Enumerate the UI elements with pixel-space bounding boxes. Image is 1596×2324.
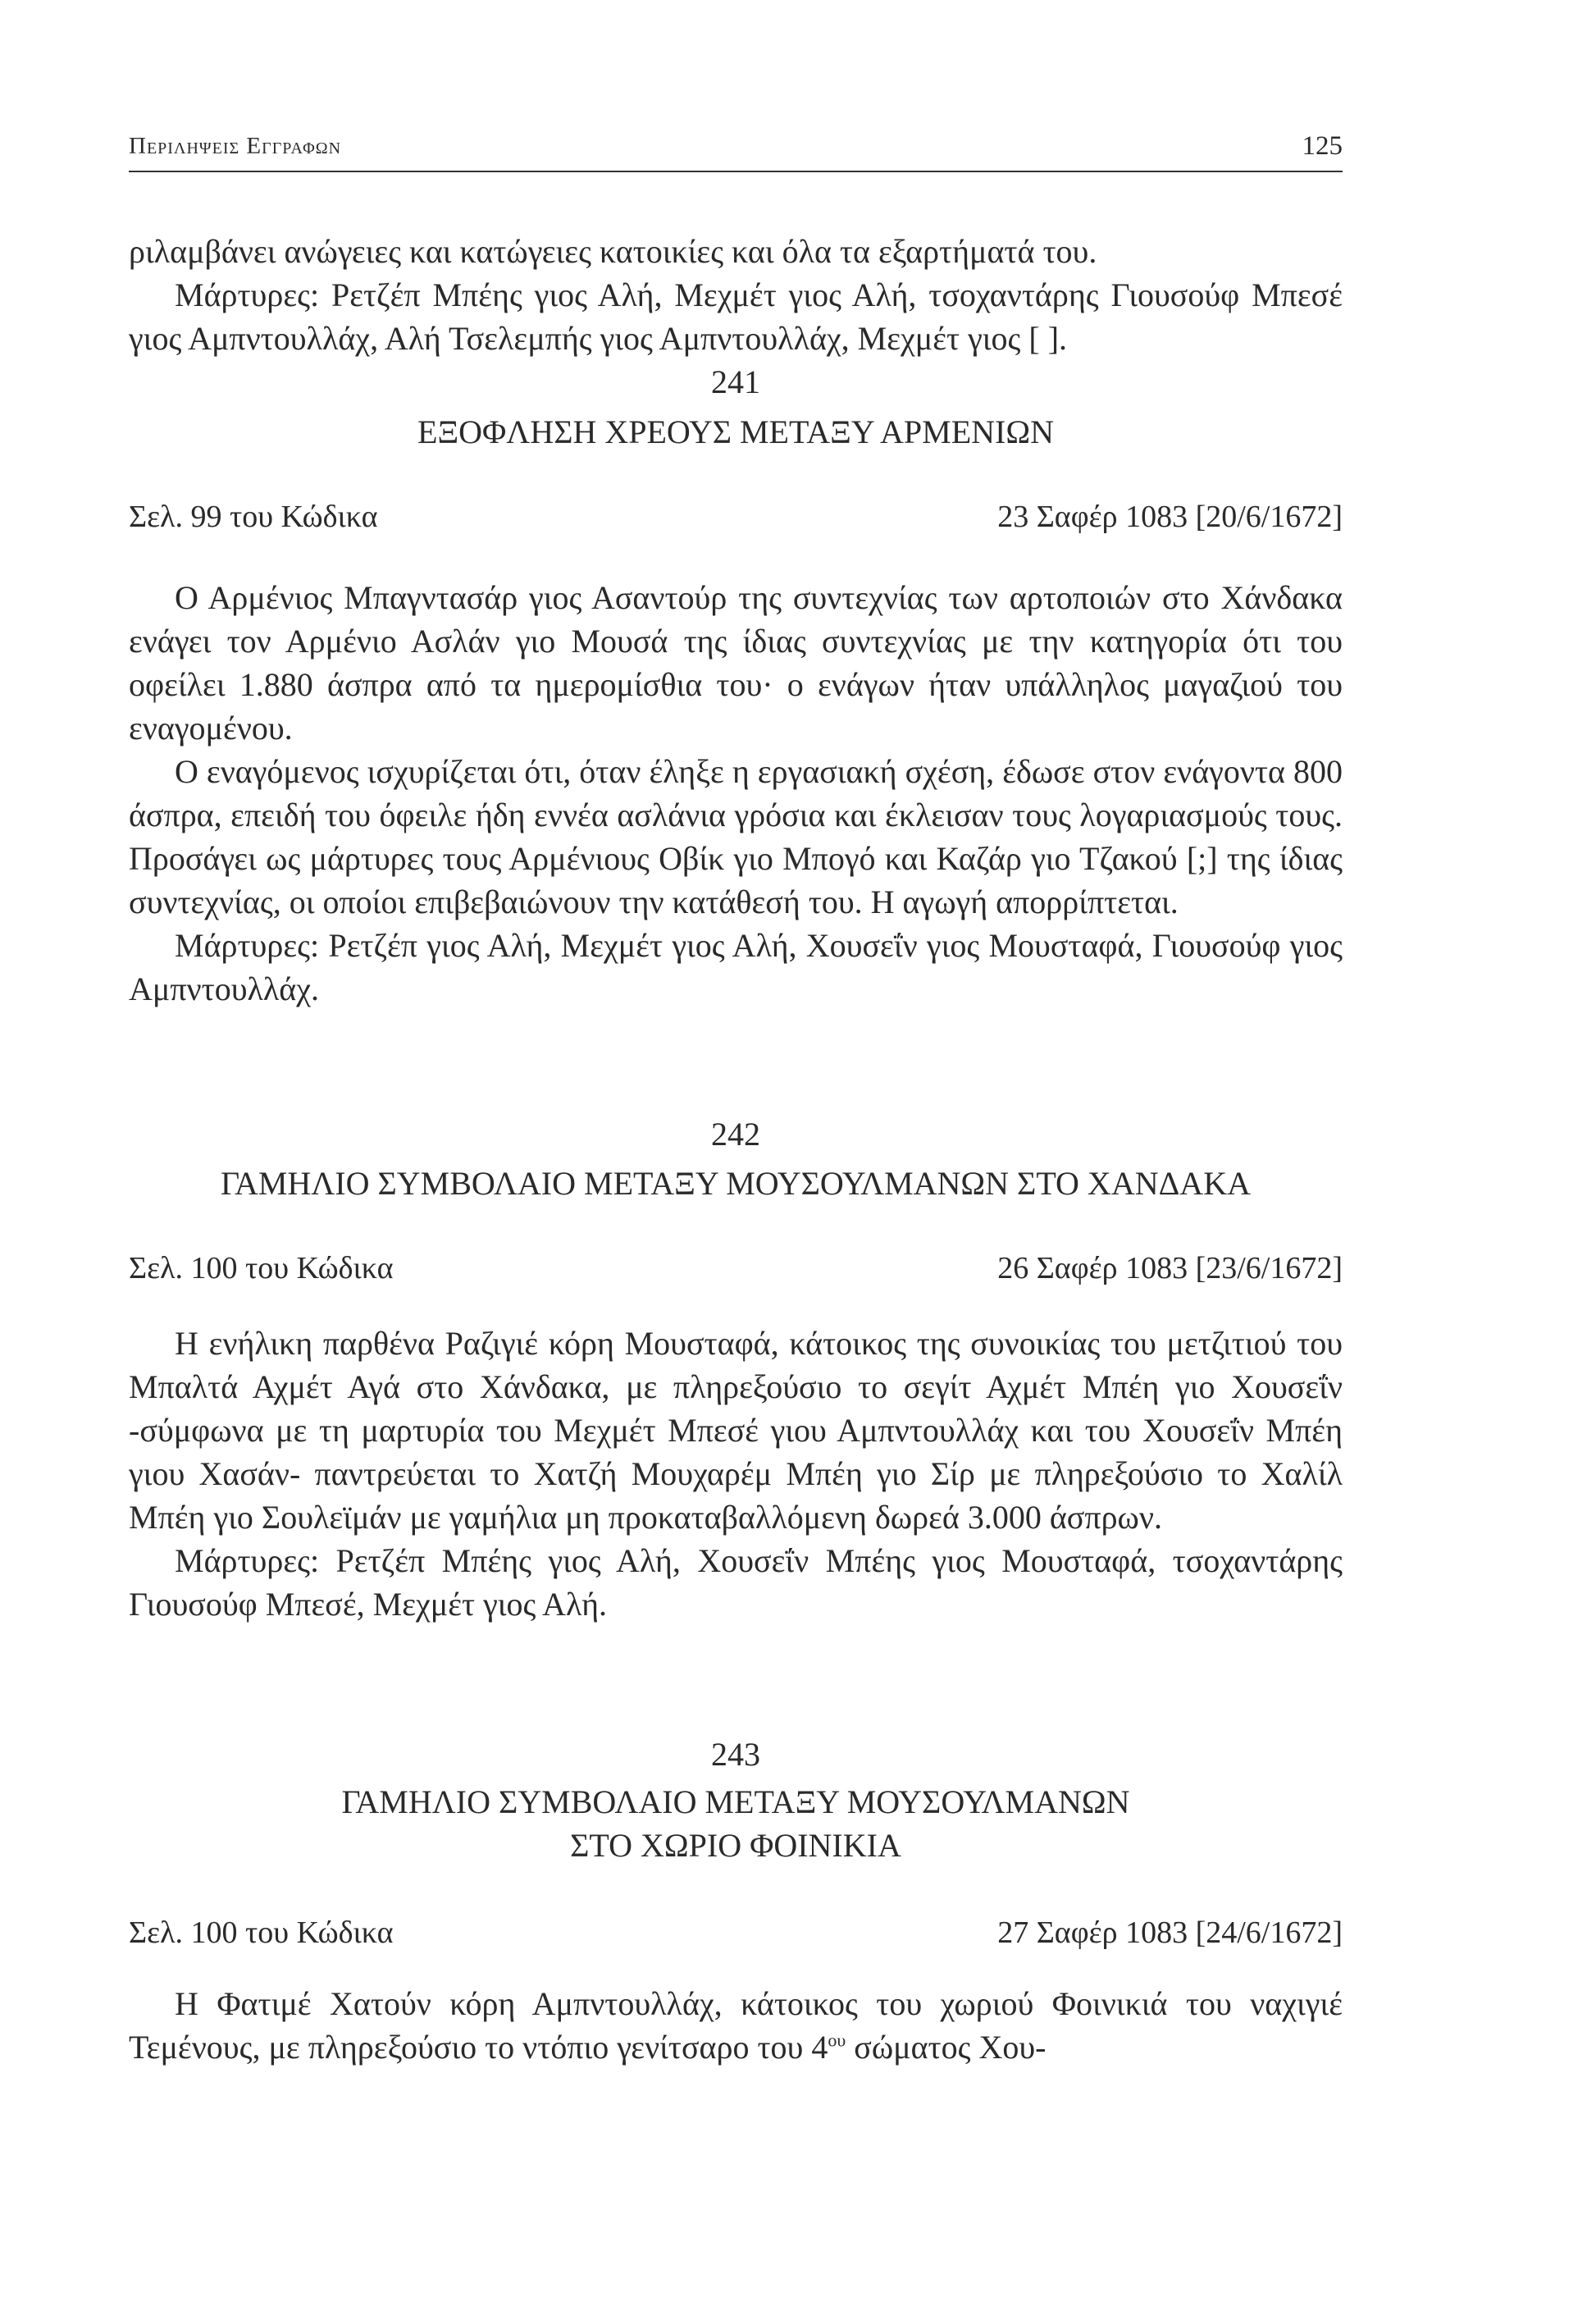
page-number: 125 bbox=[1302, 131, 1343, 161]
continuation-line: ριλαμβάνει ανώγειες και κατώγειες κατοικίες και όλα τα εξαρτήματά του. bbox=[129, 233, 1097, 270]
entry-243-title-line1: ΓΑΜΗΛΙΟ ΣΥΜΒΟΛΑΙΟ ΜΕΤΑΞΥ ΜΟΥΣΟΥΛΜΑΝΩΝ bbox=[341, 1783, 1130, 1820]
entry-243-source: Σελ. 100 του Κώδικα bbox=[129, 1915, 394, 1950]
entry-242-body bbox=[129, 1322, 1343, 1626]
entry-243-paragraph-end: σώματος Χου- bbox=[846, 2029, 1047, 2066]
page-header bbox=[129, 123, 1343, 172]
ordinal-suffix: ου bbox=[828, 2030, 846, 2051]
entry-242-number: 242 bbox=[711, 1116, 760, 1153]
entry-242-witnesses: Μάρτυρες: Ρετζέπ Μπέης γιος Αλή, Χουσεΐν Μπέης γιος Μουσταφά, τσοχαντάρης Γιουσούφ Μπεσέ, Μεχμέτ γιος Αλή. bbox=[129, 1542, 1343, 1623]
entry-243-meta bbox=[129, 1911, 1343, 1955]
entry-242-paragraph: Η ενήλικη παρθένα Ραζιγιέ κόρη Μουσταφά, κάτοικος της συνοικίας του μετζιτιού του Μπαλτά Αχμέτ Αγά στο Χάνδακα, με πληρεξούσιο το σεγίτ Αχμέτ Μπέη γιο Χουσεΐν -σύμφωνα με τη μαρτυρία του Μεχμέτ Μπεσέ γιου Αμπντουλλάχ και του Χουσεΐν Μπέη γιου Χασάν- παντρεύεται το Χατζή Μουχαρέμ Μπέη γιο Σίρ με πληρεξούσιο το Χαλίλ Μπέη γιο Σουλεϊμάν με γαμήλια μη προκαταβαλλόμενη δωρεά 3.000 άσπρων. bbox=[129, 1325, 1343, 1536]
entry-242-date: 26 Σαφέρ 1083 [23/6/1672] bbox=[997, 1251, 1343, 1285]
entry-243-date: 27 Σαφέρ 1083 [24/6/1672] bbox=[997, 1915, 1343, 1950]
entry-241-title: ΕΞΟΦΛΗΣΗ ΧΡΕΟΥΣ ΜΕΤΑΞΥ ΑΡΜΕΝΙΩΝ bbox=[417, 413, 1054, 450]
continuation-witnesses: Μάρτυρες: Ρετζέπ Μπέης γιος Αλή, Μεχμέτ γιος Αλή, τσοχαντάρης Γιουσούφ Μπεσέ γιος Αμπντουλλάχ, Αλή Τσελεμπής γιος Αμπντουλλάχ, Μεχμέτ γιος [ ]. bbox=[129, 276, 1343, 357]
entry-243-paragraph-start: Η Φατιμέ Χατούν κόρη Αμπντουλλάχ, κάτοικος του χωριού Φοινικιά του ναχιγιέ Τεμένους, με πληρεξούσιο το ντόπιο γενίτσαρο του 4 bbox=[129, 1985, 1343, 2066]
entry-243-number: 243 bbox=[711, 1736, 760, 1773]
entry-242-title: ΓΑΜΗΛΙΟ ΣΥΜΒΟΛΑΙΟ ΜΕΤΑΞΥ ΜΟΥΣΟΥΛΜΑΝΩΝ ΣΤΟ ΧΑΝΔΑΚΑ bbox=[221, 1165, 1251, 1202]
entry-242-source: Σελ. 100 του Κώδικα bbox=[129, 1251, 394, 1285]
entry-241-source: Σελ. 99 του Κώδικα bbox=[129, 500, 378, 534]
entry-241-body bbox=[129, 576, 1343, 1011]
entry-241-witnesses: Μάρτυρες: Ρετζέπ γιος Αλή, Μεχμέτ γιος Αλή, Χουσεΐν γιος Μουσταφά, Γιουσούφ γιος Αμπντουλλάχ. bbox=[129, 927, 1343, 1007]
entry-241-date: 23 Σαφέρ 1083 [20/6/1672] bbox=[997, 500, 1343, 534]
entry-243-paragraph bbox=[129, 1982, 1343, 2069]
entry-243-title-line2: ΣΤΟ ΧΩΡΙΟ ΦΟΙΝΙΚΙΑ bbox=[570, 1827, 901, 1864]
entry-241-number: 241 bbox=[711, 363, 760, 400]
entry-241-meta bbox=[129, 495, 1343, 539]
entry-241-paragraph: Ο Αρμένιος Μπαγντασάρ γιος Ασαντούρ της συντεχνίας των αρτοποιών στο Χάνδακα ενάγει τον Αρμένιο Ασλάν γιο Μουσά της ίδιας συντεχνίας με την κατηγορία ότι του οφείλει 1.880 άσπρα από τα ημερομίσθια του· ο ενάγων ήταν υπάλληλος μαγαζιού του εναγομένου. bbox=[129, 579, 1343, 747]
entry-243-body bbox=[129, 1982, 1343, 2069]
continuation-text bbox=[129, 230, 1343, 360]
running-title: Περιληψεις Εγγραφων bbox=[129, 133, 342, 159]
entry-241-paragraph: Ο εναγόμενος ισχυρίζεται ότι, όταν έληξε η εργασιακή σχέση, έδωσε στον ενάγοντα 800 άσπρα, επειδή του όφειλε ήδη εννέα ασλάνια γρόσια και έκλεισαν τους λογαριασμούς τους. Προσάγει ως μάρτυρες τους Αρμένιους Οβίκ γιο Μπογό και Καζάρ γιο Τζακού [;] της ίδιας συντεχνίας, οι οποίοι επιβεβαιώνουν την κατάθεσή του. Η αγωγή απορρίπτεται. bbox=[129, 753, 1343, 920]
entry-242-meta bbox=[129, 1247, 1343, 1290]
